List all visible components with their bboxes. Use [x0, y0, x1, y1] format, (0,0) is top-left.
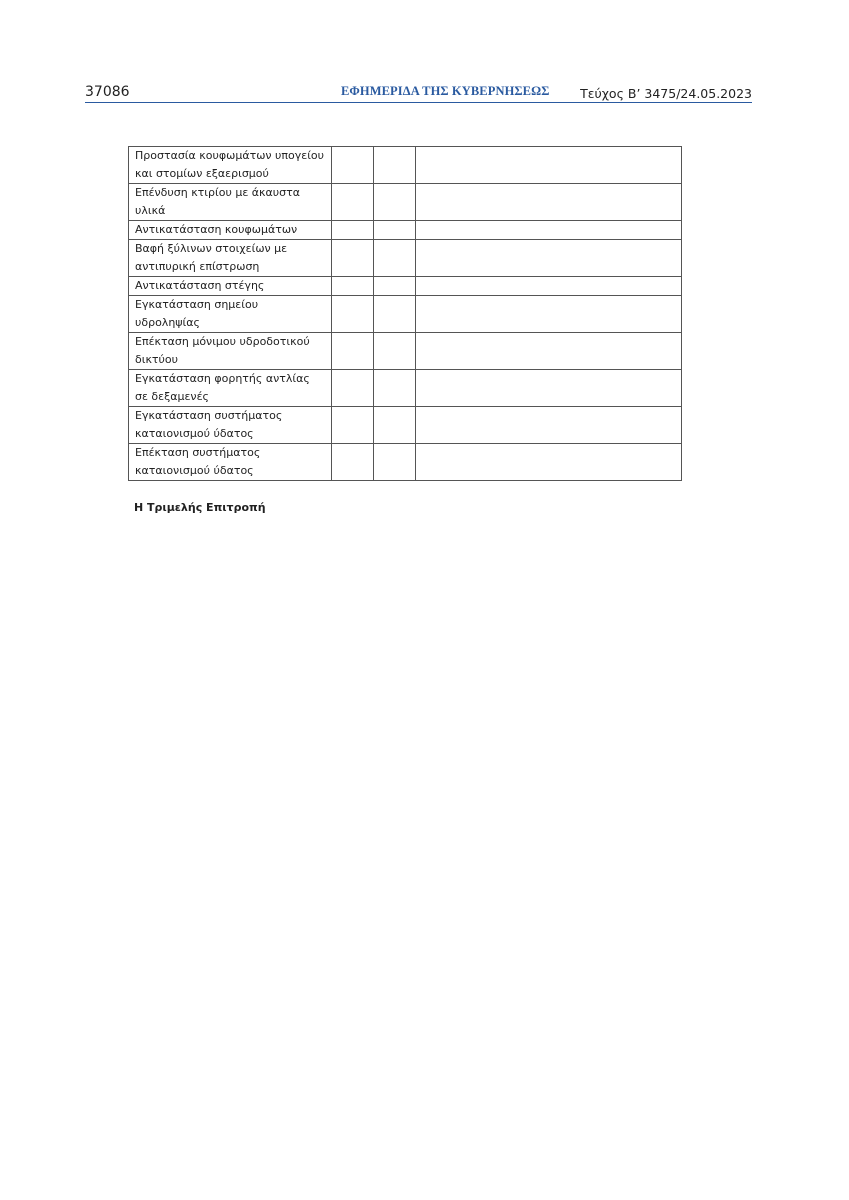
table-cell — [416, 147, 682, 184]
table-row — [129, 333, 682, 370]
measure-label: Αντικατάσταση κουφωμάτων — [129, 221, 332, 240]
table-row — [129, 147, 682, 184]
measure-label: Βαφή ξύλινων στοιχείων με αντιπυρική επίστρωση — [129, 240, 332, 277]
table-row — [129, 277, 682, 296]
measure-label: Επέκταση συστήματος καταιονισμού ύδατος — [129, 444, 332, 481]
page-number: 37086 — [85, 84, 130, 100]
issue-reference: Τεύχος B’ 3475/24.05.2023 — [580, 86, 752, 101]
table-row — [129, 296, 682, 333]
table-cell — [332, 296, 374, 333]
measure-label: Επένδυση κτιρίου με άκαυστα υλικά — [129, 184, 332, 221]
table-cell — [416, 407, 682, 444]
measure-label: Εγκατάσταση φορητής αντλίας σε δεξαμενές — [129, 370, 332, 407]
page-header — [85, 82, 752, 104]
table-cell — [416, 240, 682, 277]
table-cell — [374, 184, 416, 221]
table-cell — [374, 407, 416, 444]
table-cell — [416, 184, 682, 221]
table-cell — [374, 221, 416, 240]
table-cell — [332, 240, 374, 277]
measure-label: Προστασία κουφωμάτων υπογείου και στομίων εξαερισμού — [129, 147, 332, 184]
table-row — [129, 370, 682, 407]
gazette-title: ΕΦΗΜΕΡΙΔΑ ΤΗΣ ΚΥΒΕΡΝΗΣΕΩΣ — [341, 84, 550, 98]
measure-label: Αντικατάσταση στέγης — [129, 277, 332, 296]
table-cell — [332, 221, 374, 240]
table-row — [129, 221, 682, 240]
table-cell — [332, 333, 374, 370]
measures-table — [128, 146, 682, 481]
table-cell — [374, 444, 416, 481]
table-cell — [416, 277, 682, 296]
table-cell — [332, 277, 374, 296]
measure-label: Εγκατάσταση συστήματος καταιονισμού ύδατος — [129, 407, 332, 444]
committee-signature: Η Τριμελής Επιτροπή — [134, 501, 266, 514]
table-row — [129, 444, 682, 481]
table-cell — [332, 147, 374, 184]
table-cell — [332, 184, 374, 221]
table-cell — [374, 240, 416, 277]
table-cell — [416, 333, 682, 370]
table-row — [129, 240, 682, 277]
measure-label: Εγκατάσταση σημείου υδροληψίας — [129, 296, 332, 333]
table-cell — [332, 444, 374, 481]
table-cell — [416, 221, 682, 240]
measure-label: Επέκταση μόνιμου υδροδοτικού δικτύου — [129, 333, 332, 370]
table-cell — [374, 333, 416, 370]
table-cell — [374, 296, 416, 333]
table-row — [129, 184, 682, 221]
table-cell — [374, 147, 416, 184]
header-divider — [85, 102, 752, 103]
table-cell — [374, 370, 416, 407]
table-cell — [332, 370, 374, 407]
table-row — [129, 407, 682, 444]
table-cell — [416, 444, 682, 481]
table-cell — [416, 296, 682, 333]
table-cell — [332, 407, 374, 444]
table-cell — [416, 370, 682, 407]
table-cell — [374, 277, 416, 296]
